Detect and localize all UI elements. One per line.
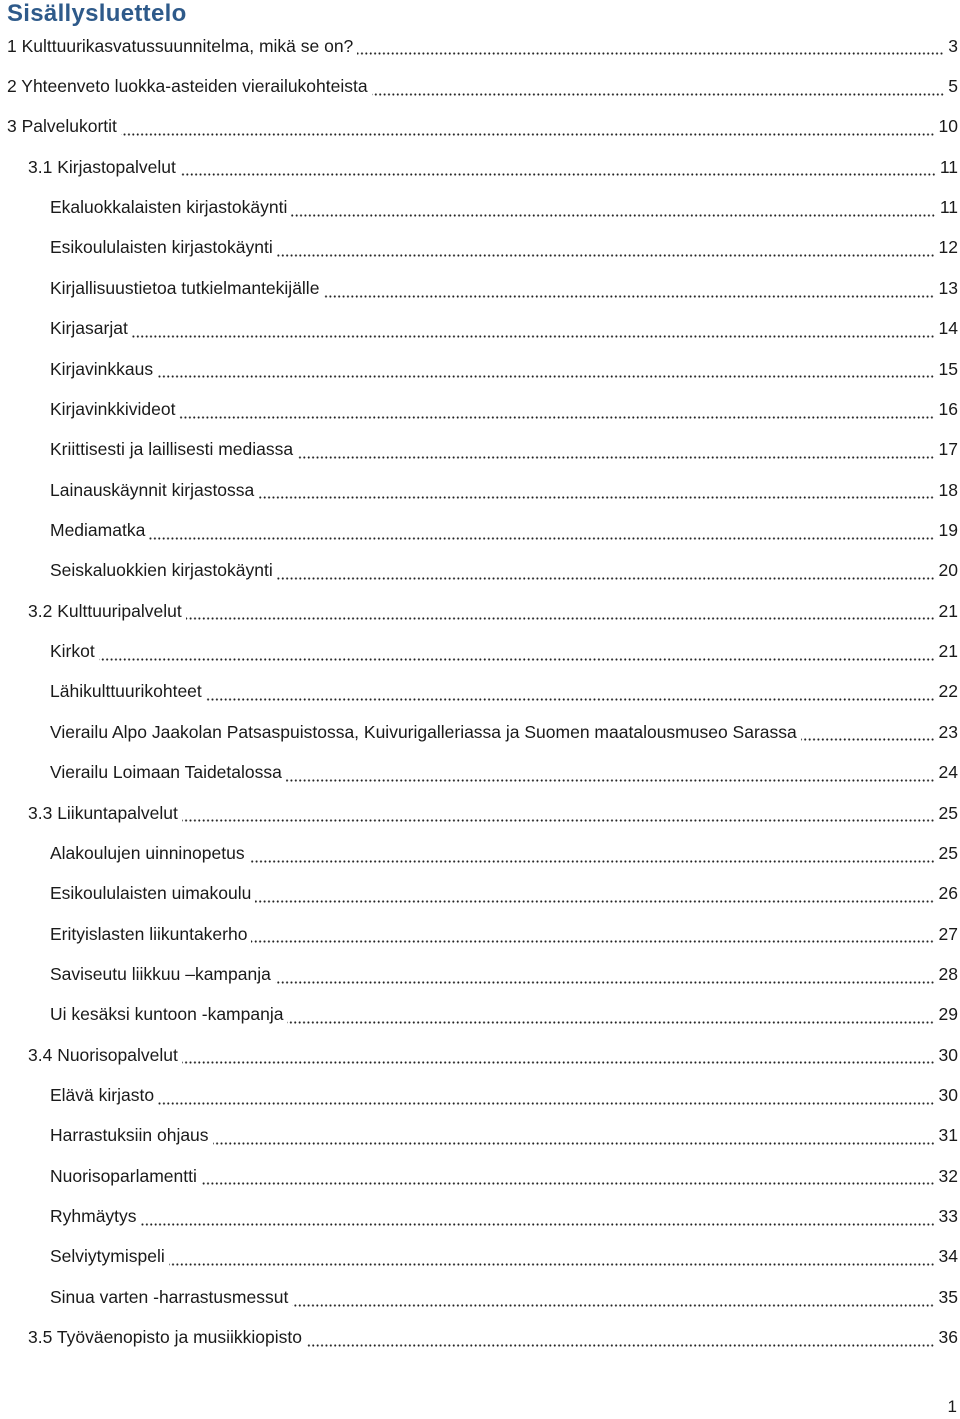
toc-entry-page-number: 19 <box>938 519 958 540</box>
toc-entry[interactable] <box>0 631 960 671</box>
toc-dot-leader <box>297 456 934 459</box>
toc-entry-page-number: 10 <box>938 116 958 137</box>
toc-entry-label: 1 Kulttuurikasvatussuunnitelma, mikä se on? <box>7 35 354 56</box>
toc-entry[interactable] <box>0 228 960 268</box>
toc-entry[interactable] <box>0 914 960 954</box>
toc-entry-label: Alakoulujen uinninopetus <box>50 842 245 863</box>
toc-entry-page-number: 33 <box>938 1206 958 1227</box>
toc-entry-label: 3.2 Kulttuuripalvelut <box>28 600 182 621</box>
toc-entry[interactable] <box>0 107 960 147</box>
toc-dot-leader <box>287 1021 934 1024</box>
toc-entry-page-number: 15 <box>938 358 958 379</box>
toc-entry-page-number: 25 <box>938 802 958 823</box>
toc-entry-page-number: 32 <box>938 1165 958 1186</box>
toc-entry[interactable] <box>0 147 960 187</box>
toc-entry[interactable] <box>0 470 960 510</box>
toc-entry-label: 3.3 Liikuntapalvelut <box>28 802 178 823</box>
toc-dot-leader <box>186 617 935 620</box>
toc-entry-label: Vierailu Alpo Jaakolan Patsaspuistossa, Kuivurigalleriassa ja Suomen maatalousmuseo Sarassa <box>50 721 797 742</box>
toc-entry-label: 3.5 Työväenopisto ja musiikkiopisto <box>28 1327 302 1348</box>
toc-entry[interactable] <box>0 672 960 712</box>
toc-entry-page-number: 11 <box>939 156 958 177</box>
toc-dot-leader <box>179 416 934 419</box>
toc-entry-page-number: 21 <box>938 600 958 621</box>
toc-entry-page-number: 27 <box>938 923 958 944</box>
toc-entry[interactable] <box>0 954 960 994</box>
toc-entry-label: Ui kesäksi kuntoon -kampanja <box>50 1004 284 1025</box>
toc-entry-page-number: 24 <box>938 762 958 783</box>
toc-entry-label: 3.4 Nuorisopalvelut <box>28 1044 178 1065</box>
toc-entry-page-number: 14 <box>938 318 958 339</box>
toc-entry[interactable] <box>0 752 960 792</box>
toc-entry[interactable] <box>0 833 960 873</box>
toc-entry-label: Lähikulttuurikohteet <box>50 681 202 702</box>
toc-entry[interactable] <box>0 66 960 106</box>
toc-entry[interactable] <box>0 1277 960 1317</box>
toc-entry-label: Kirjasarjat <box>50 318 128 339</box>
toc-entry-page-number: 28 <box>938 963 958 984</box>
toc-dot-leader <box>213 1142 935 1145</box>
toc-entry-label: 2 Yhteenveto luokka-asteiden vierailukohteista <box>7 76 368 97</box>
toc-dot-leader <box>286 779 935 782</box>
toc-dot-leader <box>277 577 935 580</box>
toc-dot-leader <box>206 698 935 701</box>
toc-dot-leader <box>275 981 935 984</box>
toc-dot-leader <box>132 335 935 338</box>
toc-entry-label: Harrastuksiin ohjaus <box>50 1125 209 1146</box>
toc-entry-page-number: 16 <box>938 398 958 419</box>
toc-entry-page-number: 25 <box>938 842 958 863</box>
toc-dot-leader <box>99 658 935 661</box>
toc-entry[interactable] <box>0 712 960 752</box>
toc-dot-leader <box>141 1223 935 1226</box>
toc-entry[interactable] <box>0 268 960 308</box>
toc-entry-label: 3.1 Kirjastopalvelut <box>28 156 176 177</box>
toc-entry-page-number: 13 <box>938 277 958 298</box>
toc-entry-page-number: 18 <box>938 479 958 500</box>
toc-entry-page-number: 30 <box>938 1085 958 1106</box>
toc-entry-page-number: 22 <box>938 681 958 702</box>
toc-entry-label: 3 Palvelukortit <box>7 116 117 137</box>
toc-entry-page-number: 5 <box>948 76 958 97</box>
toc-entry[interactable] <box>0 349 960 389</box>
toc-entry[interactable] <box>0 995 960 1035</box>
toc-entry-page-number: 35 <box>938 1286 958 1307</box>
toc-dot-leader <box>801 738 935 741</box>
toc-entry-page-number: 36 <box>938 1327 958 1348</box>
toc-entry-label: Elävä kirjasto <box>50 1085 155 1106</box>
toc-dot-leader <box>169 1263 935 1266</box>
toc-entry-label: Esikoululaisten uimakoulu <box>50 883 252 904</box>
toc-entry-label: Kirjavinkkivideot <box>50 398 176 419</box>
toc-dot-leader <box>249 860 935 863</box>
toc-entry-label: Ekaluokkalaisten kirjastokäynti <box>50 197 288 218</box>
toc-dot-leader <box>292 1304 934 1307</box>
toc-dot-leader <box>182 1061 935 1064</box>
toc-dot-leader <box>121 133 935 136</box>
toc-entry-page-number: 31 <box>938 1125 958 1146</box>
toc-entry[interactable] <box>0 187 960 227</box>
toc-entry-label: Erityislasten liikuntakerho <box>50 923 248 944</box>
toc-entry-label: Vierailu Loimaan Taidetalossa <box>50 762 282 783</box>
toc-entry-page-number: 12 <box>938 237 958 258</box>
toc-list <box>0 26 960 1358</box>
toc-dot-leader <box>306 1344 935 1347</box>
toc-dot-leader <box>149 537 934 540</box>
toc-entry-label: Nuorisoparlamentti <box>50 1165 197 1186</box>
toc-dot-leader <box>357 52 944 55</box>
toc-dot-leader <box>180 173 936 176</box>
toc-entry[interactable] <box>0 1075 960 1115</box>
toc-entry-label: Kirjavinkkaus <box>50 358 154 379</box>
toc-entry-label: Saviseutu liikkuu –kampanja <box>50 963 271 984</box>
toc-entry-label: Esikoululaisten kirjastokäynti <box>50 237 273 258</box>
toc-entry-page-number: 20 <box>938 560 958 581</box>
toc-entry-page-number: 34 <box>938 1246 958 1267</box>
toc-dot-leader <box>182 819 935 822</box>
toc-entry[interactable] <box>0 510 960 550</box>
toc-entry[interactable] <box>0 1196 960 1236</box>
toc-entry-label: Mediamatka <box>50 519 146 540</box>
toc-entry[interactable] <box>0 1035 960 1075</box>
toc-entry[interactable] <box>0 874 960 914</box>
toc-entry[interactable] <box>0 389 960 429</box>
toc-entry-page-number: 17 <box>938 439 958 460</box>
toc-entry[interactable] <box>0 793 960 833</box>
toc-entry[interactable] <box>0 1237 960 1277</box>
toc-dot-leader <box>291 214 935 217</box>
toc-entry[interactable] <box>0 309 960 349</box>
toc-dot-leader <box>158 1102 934 1105</box>
toc-entry-label: Lainauskäynnit kirjastossa <box>50 479 255 500</box>
toc-entry[interactable] <box>0 1318 960 1358</box>
page-number: 1 <box>947 1397 957 1416</box>
toc-dot-leader <box>251 940 934 943</box>
toc-entry[interactable] <box>0 26 960 66</box>
toc-entry-page-number: 29 <box>938 1004 958 1025</box>
toc-entry-page-number: 23 <box>938 721 958 742</box>
toc-dot-leader <box>157 375 934 378</box>
toc-dot-leader <box>258 496 934 499</box>
toc-entry-page-number: 26 <box>938 883 958 904</box>
toc-entry-page-number: 30 <box>938 1044 958 1065</box>
toc-dot-leader <box>277 254 935 257</box>
toc-dot-leader <box>372 93 944 96</box>
toc-entry-label: Ryhmäytys <box>50 1206 137 1227</box>
toc-entry-label: Seiskaluokkien kirjastokäynti <box>50 560 273 581</box>
toc-entry-label: Sinua varten -harrastusmessut <box>50 1286 289 1307</box>
toc-dot-leader <box>201 1182 935 1185</box>
toc-entry-label: Selviytymispeli <box>50 1246 165 1267</box>
toc-entry-label: Kirjallisuustietoa tutkielmantekijälle <box>50 277 320 298</box>
toc-entry[interactable] <box>0 551 960 591</box>
toc-dot-leader <box>323 295 934 298</box>
toc-entry-page-number: 3 <box>948 35 958 56</box>
toc-entry-label: Kriittisesti ja laillisesti mediassa <box>50 439 294 460</box>
toc-title: Sisällysluettelo <box>7 0 187 27</box>
toc-entry[interactable] <box>0 591 960 631</box>
toc-dot-leader <box>255 900 934 903</box>
toc-entry-page-number: 21 <box>938 641 958 662</box>
toc-entry[interactable] <box>0 1156 960 1196</box>
toc-entry-page-number: 11 <box>939 197 958 218</box>
toc-entry[interactable] <box>0 1116 960 1156</box>
toc-entry[interactable] <box>0 430 960 470</box>
toc-entry-label: Kirkot <box>50 641 95 662</box>
